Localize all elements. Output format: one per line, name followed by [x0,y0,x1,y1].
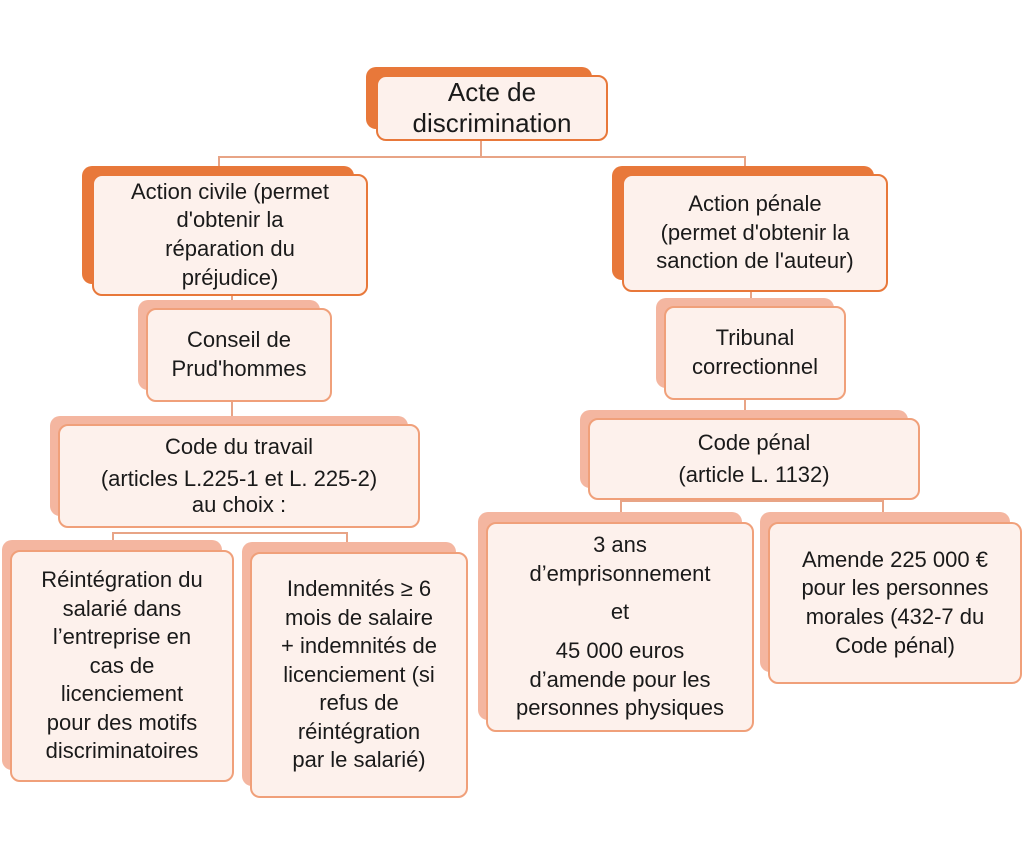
penal-court-box [664,306,846,400]
penal-sanction-1-box [486,522,754,732]
civil-option-2-line: réintégration [297,718,421,744]
civil-option-1-line: pour des motifs [46,709,198,735]
penal-action-box [622,174,888,292]
civil-action-line: réparation du [165,236,295,261]
penal-sanction-1-line: 3 ans [593,532,647,558]
civil-code-box [58,424,420,528]
civil-option-1-box [10,550,234,782]
civil-option-2-line: refus de [319,690,399,716]
penal-sanction-1-line: et [610,599,630,625]
root-node [366,67,608,141]
civil-option-1-line: l’entreprise en [52,624,192,650]
penal-action-line: Action pénale [688,191,822,217]
connector-to-option-2 [346,532,348,542]
civil-option-2-box [250,552,468,798]
civil-option-1-line: cas de [89,652,155,678]
penal-code-node [580,410,920,500]
civil-action-line: d'obtenir la [176,207,284,233]
penal-sanction-1-line: personnes physiques [516,695,724,721]
penal-action-line: (permet d'obtenir la [660,219,850,245]
penal-action-line: sanction de l'auteur) [656,248,854,274]
penal-sanction-2-box [768,522,1022,684]
civil-option-1-line: salarié dans [62,595,182,621]
penal-sanction-2-line: Amende 225 000 € [802,546,988,572]
connector-to-sanction-1 [620,500,622,512]
connector-to-sanction-2 [882,500,884,512]
civil-option-1-line: discriminatoires [45,738,199,764]
penal-sanction-2-node [760,512,1022,684]
penal-court-line: correctionnel [692,354,818,379]
penal-code-box [588,418,920,500]
civil-option-2-line: mois de salaire [285,604,433,630]
penal-sanction-1-line: d’emprisonnement [529,560,711,586]
root-title-line: discrimination [412,108,572,138]
connector-level1-horizontal [218,156,746,158]
root-node-box [376,75,608,141]
civil-option-1-line: licenciement [60,681,184,707]
civil-code-node [50,416,420,528]
civil-action-line: Action civile (permet [130,178,330,204]
penal-code-line: Code pénal [697,430,811,456]
connector-code-penal-horizontal [620,500,884,502]
civil-code-line: au choix : [191,491,287,517]
civil-code-line: (articles L.225-1 et L. 225-2) [100,466,378,492]
penal-sanction-1-line: d’amende pour les [529,666,711,692]
penal-court-node [656,298,846,400]
civil-action-box [92,174,368,296]
penal-sanction-2-line: Code pénal) [835,632,955,658]
penal-court-line: Tribunal [715,325,795,351]
penal-action-node [612,166,888,292]
civil-action-node [82,166,368,296]
penal-sanction-2-line: pour les personnes [801,575,989,601]
civil-option-2-line: licenciement (si [283,661,435,687]
penal-sanction-1-line: 45 000 euros [555,638,685,663]
civil-code-line: Code du travail [165,434,313,460]
root-title-line: Acte de [447,77,537,108]
penal-code-line: (article L. 1132) [678,462,830,487]
civil-option-2-node [242,542,468,798]
civil-court-line: Prud'hommes [171,356,307,381]
civil-option-2-line: par le salarié) [292,747,426,773]
civil-court-box [146,308,332,402]
penal-sanction-1-node [478,512,754,732]
penal-sanction-2-line: morales (432-7 du [805,604,985,629]
civil-option-2-line: Indemnités ≥ 6 [286,575,432,601]
civil-option-1-line: Réintégration du [41,566,203,592]
connector-code-civil-horizontal [112,532,348,534]
civil-court-line: Conseil de [187,327,291,353]
civil-action-line: préjudice) [181,264,279,290]
civil-option-2-line: + indemnités de [281,633,437,659]
civil-option-1-node [2,540,234,782]
civil-court-node [138,300,332,402]
